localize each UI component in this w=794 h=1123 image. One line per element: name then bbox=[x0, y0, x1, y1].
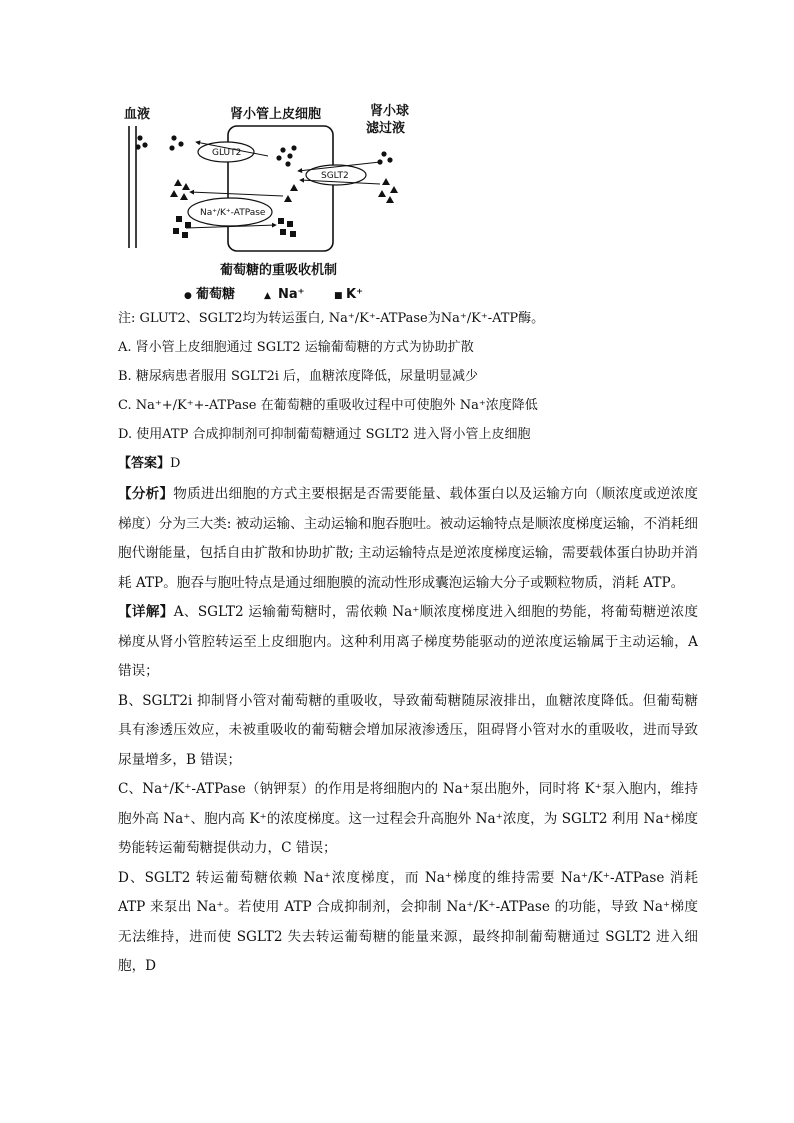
detail-a-paragraph bbox=[118, 598, 698, 687]
detail-c-paragraph: C、Na⁺/K⁺-ATPase（钠钾泵）的作用是将细胞内的 Na⁺泵出胞外，同时将 K⁺泵入胞内，维持胞外高 Na⁺、胞内高 K⁺的浓度梯度。这一过程会升高胞外 Na⁺浓度，为 SGLT2 利用 Na⁺梯度势能转运葡萄糖提供动力，C 错误； bbox=[118, 781, 698, 856]
figure-caption: 葡萄糖的重吸收机制 bbox=[220, 263, 338, 278]
legend-k-symbol: ■ bbox=[334, 291, 343, 301]
glucose-molecules bbox=[135, 135, 392, 166]
question-content bbox=[118, 308, 698, 982]
legend-na-symbol: ▲ bbox=[264, 291, 271, 301]
answer-value: D bbox=[170, 456, 181, 471]
detail-tag: 【详解】 bbox=[118, 604, 174, 620]
na-k-atpase-label: Na⁺/K⁺-ATPase bbox=[200, 208, 266, 218]
legend-na-label: Na⁺ bbox=[278, 287, 305, 302]
glucose-reabsorption-figure bbox=[118, 98, 418, 308]
analysis-text: 物质进出细胞的方式主要根据是否需要能量、载体蛋白以及运输方向（顺浓度或逆浓度梯度）分为三大类: 被动运输、主动运输和胞吞胞吐。被动运输特点是顺浓度梯度运输，不消耗细胞代谢能量，包括自由扩散和协助扩散; 主动运输特点是逆浓度梯度运输，需要载体蛋白协助并消耗 ATP。胞吞与胞吐特点是通过细胞膜的流动性形成囊泡运输大分子或颗粒物质，消耗 ATP。 bbox=[118, 486, 699, 591]
label-filtrate-1: 肾小球 bbox=[370, 104, 410, 119]
label-cell: 肾小管上皮细胞 bbox=[230, 107, 322, 122]
option-d: D. 使用ATP 合成抑制剂可抑制葡萄糖通过 SGLT2 进入肾小管上皮细胞 bbox=[118, 427, 531, 442]
analysis-paragraph bbox=[118, 480, 698, 598]
legend-glucose-symbol: ● bbox=[184, 291, 192, 301]
answer-line bbox=[118, 453, 698, 475]
detail-d-paragraph: D、SGLT2 转运葡萄糖依赖 Na⁺浓度梯度，而 Na⁺梯度的维持需要 Na⁺/K⁺-ATPase 消耗 ATP 来泵出 Na⁺。若使用 ATP 合成抑制剂，会抑制 Na⁺/K⁺-ATPase 的功能，导致 Na⁺梯度无法维持，进而使 SGLT2 失去转运葡萄糖的能量来源，最终抑制葡萄糖通过 SGLT2 进入细胞，D bbox=[118, 869, 698, 974]
label-blood: 血液 bbox=[124, 107, 151, 122]
glut2-label: GLUT2 bbox=[212, 148, 242, 158]
option-c: C. Na⁺+/K⁺+-ATPase 在葡萄糖的重吸收过程中可使胞外 Na⁺浓度降低 bbox=[118, 398, 538, 413]
atpase-arrow-na-out bbox=[190, 192, 283, 196]
figure-legend bbox=[184, 286, 363, 302]
sglt2-label: SGLT2 bbox=[321, 171, 349, 181]
label-filtrate-2: 滤过液 bbox=[366, 121, 406, 136]
analysis-tag: 【分析】 bbox=[118, 486, 174, 502]
option-a: A. 肾小管上皮细胞通过 SGLT2 运输葡萄糖的方式为协助扩散 bbox=[118, 340, 474, 355]
detail-b-paragraph: B、SGLT2i 抑制肾小管对葡萄糖的重吸收，导致葡萄糖随尿液排出，血糖浓度降低。但葡萄糖具有渗透压效应，未被重吸收的葡萄糖会增加尿液渗透压，阻碍肾小管对水的重吸收，进而导致尿量增多，B 错误； bbox=[118, 692, 698, 768]
legend-k-label: K⁺ bbox=[346, 287, 363, 302]
detail-a-text: A、SGLT2 运输葡萄糖时，需依赖 Na⁺顺浓度梯度进入细胞的势能，将葡萄糖逆浓度梯度从肾小管腔转运至上皮细胞内。这种利用离子梯度势能驱动的逆浓度运输属于主动运输，A 错误； bbox=[118, 604, 699, 679]
option-b: B. 糖尿病患者服用 SGLT2i 后，血糖浓度降低，尿量明显减少 bbox=[118, 369, 479, 384]
legend-glucose-label: 葡萄糖 bbox=[196, 287, 236, 302]
answer-tag: 【答案】 bbox=[118, 456, 171, 471]
sodium-ions bbox=[170, 178, 398, 203]
figure-note: 注: GLUT2、SGLT2均为转运蛋白, Na⁺/K⁺-ATPase为Na⁺/K⁺-ATP酶。 bbox=[118, 311, 545, 326]
